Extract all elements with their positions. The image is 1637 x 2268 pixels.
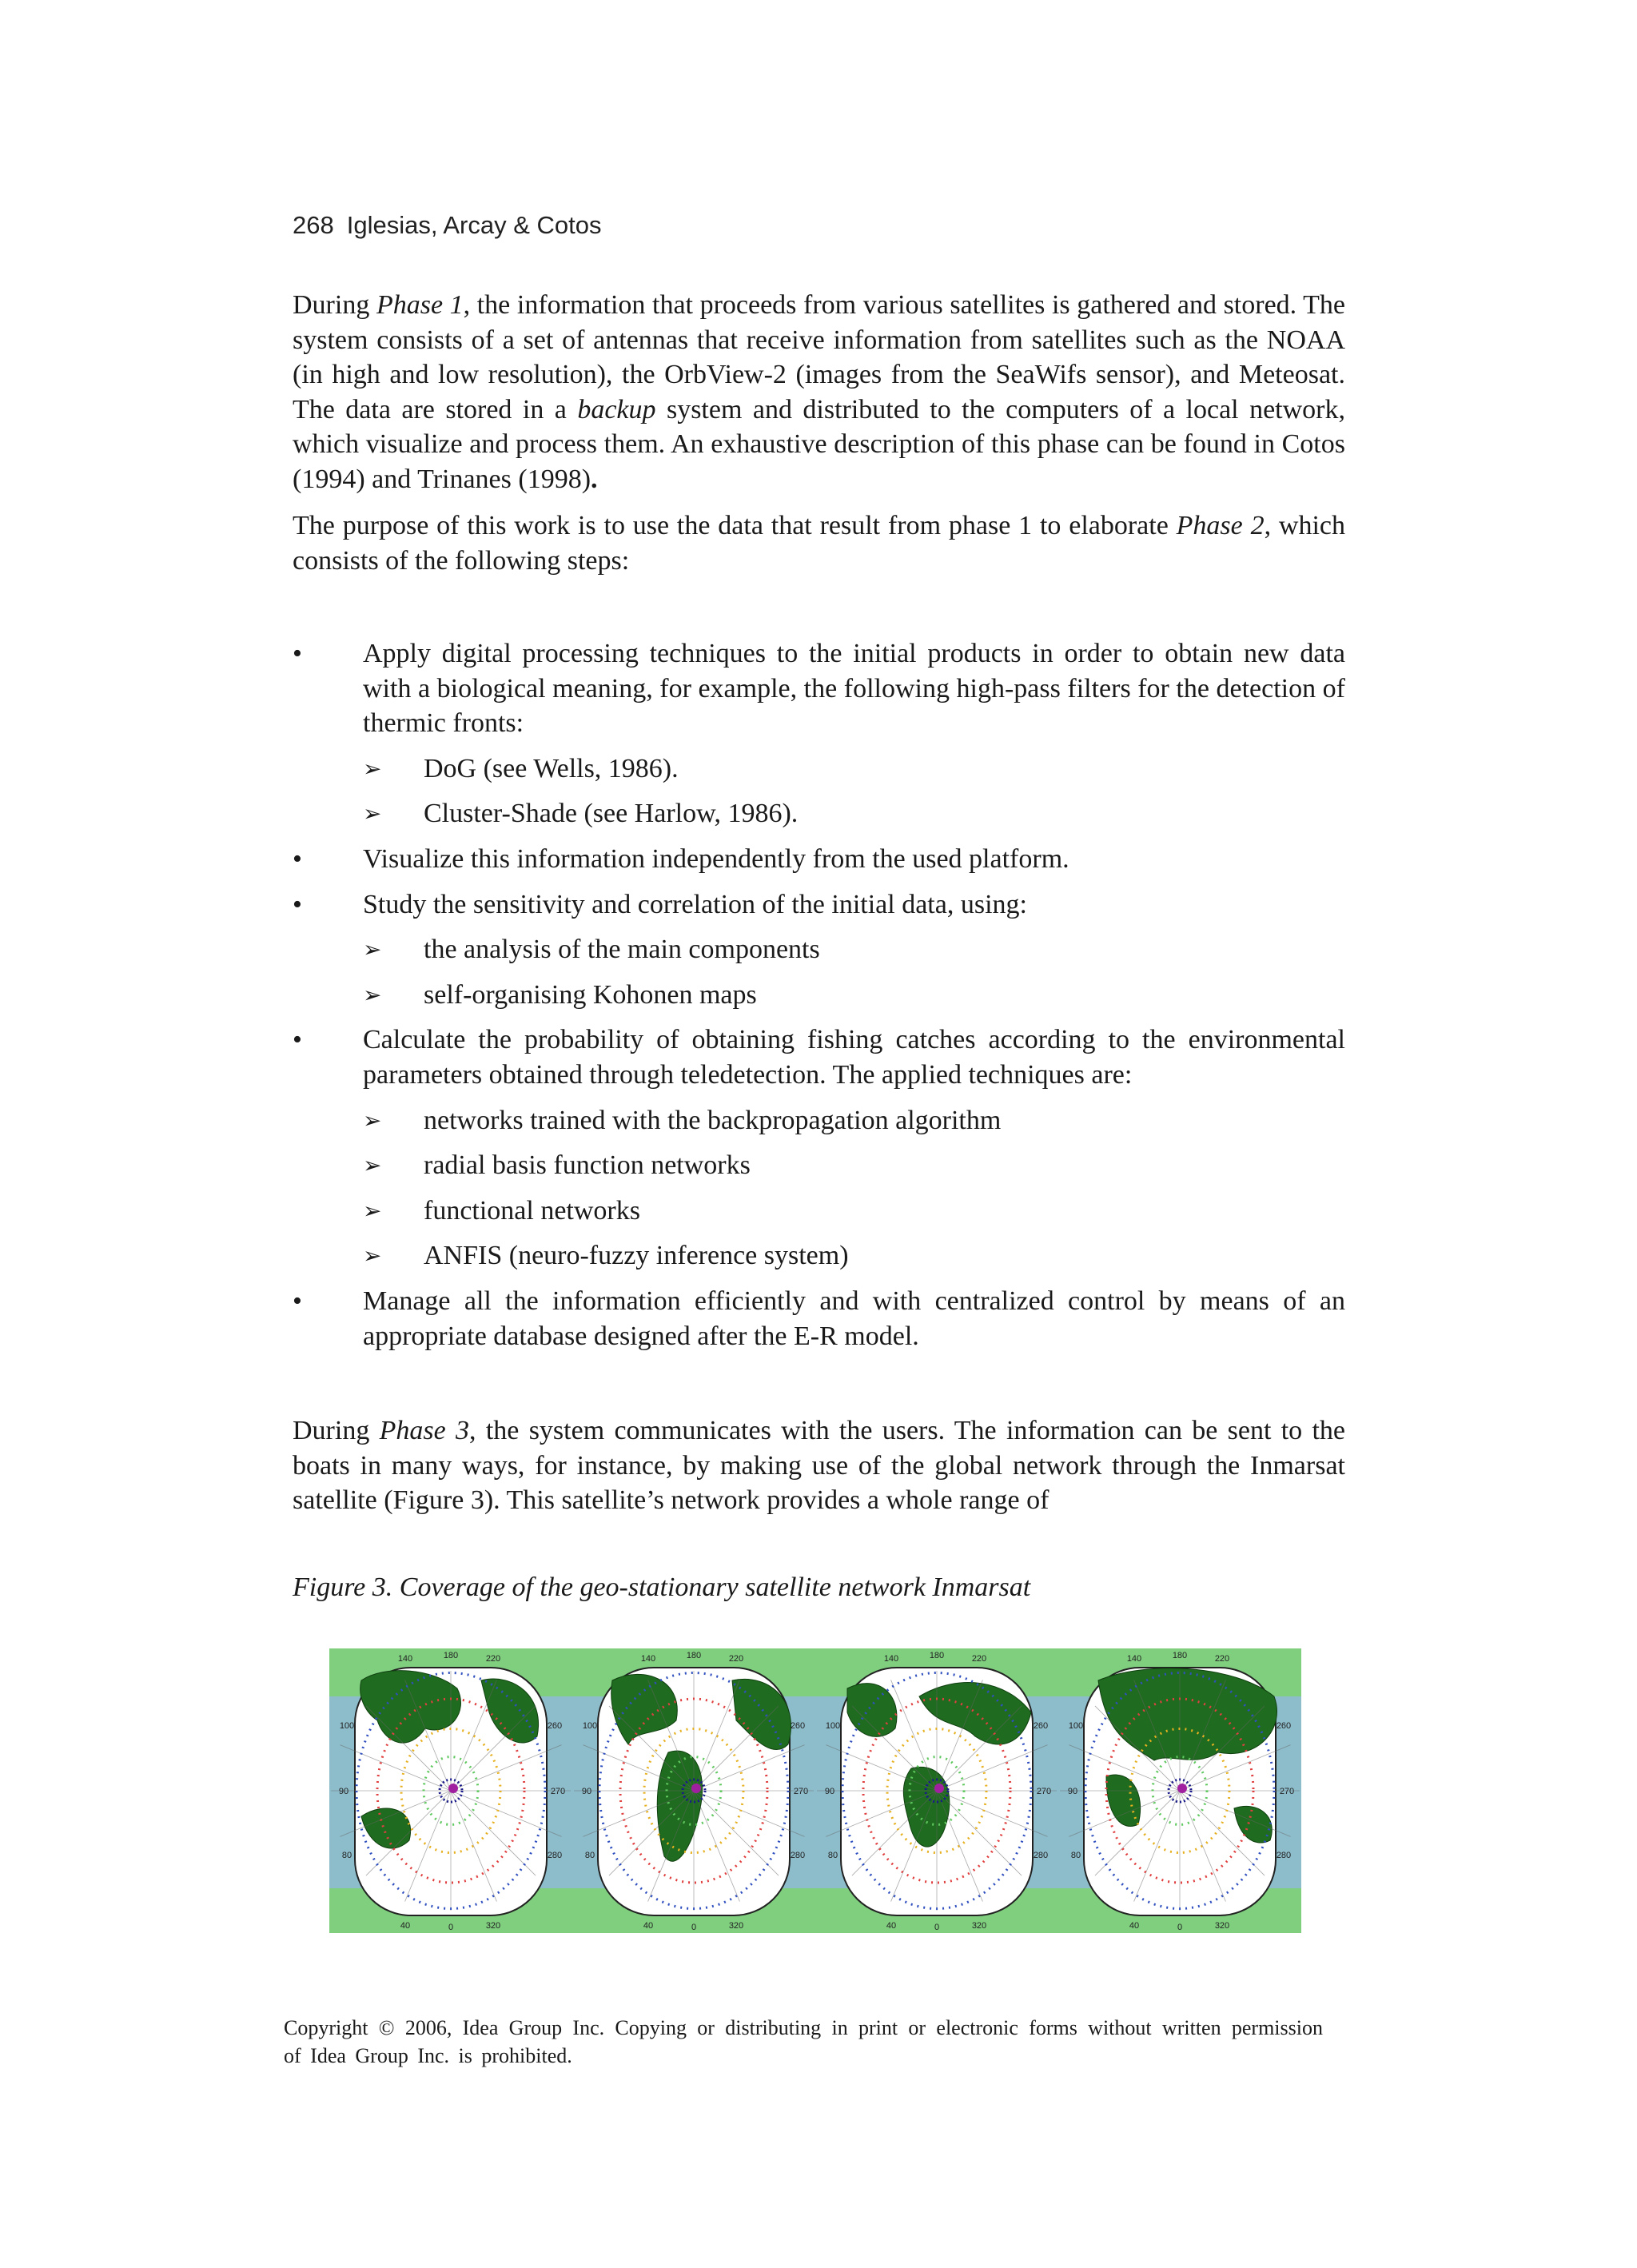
grid-label: 260 bbox=[790, 1721, 806, 1731]
sub-list bbox=[363, 751, 1345, 831]
bullet-mark: • bbox=[293, 843, 302, 874]
satellite-marker bbox=[934, 1784, 944, 1793]
sub-item-text: self-organising Kohonen maps bbox=[424, 979, 757, 1010]
arrow-bullet-icon: ➢ bbox=[363, 1152, 382, 1179]
phase-2-term: Phase 2 bbox=[1176, 511, 1265, 540]
inmarsat-coverage-figure bbox=[329, 1648, 1301, 1933]
sub-item bbox=[363, 1103, 1345, 1138]
arrow-bullet-icon: ➢ bbox=[363, 981, 382, 1008]
grid-label: 280 bbox=[1276, 1851, 1292, 1860]
coverage-panel-2 bbox=[572, 1648, 815, 1933]
paragraph-phase-2-intro bbox=[293, 508, 1345, 578]
bullet-mark: • bbox=[293, 1025, 302, 1055]
grid-label: 320 bbox=[971, 1921, 987, 1931]
para1-text-middle: , the information that proceeds from various satellites is gathered and stored. The system consists of a set of antennas that receive information from satellites such as the NOAA (in high and low resolution), the OrbView-2 (images from the SeaWifs sensor), and Meteosat. The data are stored in a bbox=[293, 290, 1346, 425]
sub-item bbox=[363, 1238, 1345, 1274]
grid-label: 220 bbox=[485, 1654, 501, 1664]
grid-label: 280 bbox=[1033, 1851, 1049, 1860]
step-text: Manage all the information efficiently and with centralized control by means of an appropriate database designed after the E-R model. bbox=[363, 1285, 1345, 1351]
satellite-marker bbox=[691, 1784, 701, 1793]
step-text: Calculate the probability of obtaining fishing catches according to the environmental parameters obtained through teledetection. The applied techniques are: bbox=[363, 1025, 1345, 1090]
figure-caption: Figure 3. Coverage of the geo-stationary satellite network Inmarsat bbox=[293, 1572, 1031, 1602]
arrow-bullet-icon: ➢ bbox=[363, 800, 382, 827]
sub-item bbox=[363, 751, 1345, 787]
sub-item-text: radial basis function networks bbox=[424, 1150, 751, 1181]
satellite-marker bbox=[448, 1784, 458, 1793]
grid-label: 90 bbox=[824, 1787, 835, 1796]
phase-3-term: Phase 3 bbox=[379, 1416, 470, 1445]
sub-item bbox=[363, 796, 1345, 831]
grid-label: 80 bbox=[341, 1851, 352, 1860]
sub-item-text: functional networks bbox=[424, 1195, 640, 1226]
grid-label: 90 bbox=[581, 1787, 592, 1796]
sub-item bbox=[363, 1194, 1345, 1229]
grid-label: 220 bbox=[971, 1654, 987, 1664]
running-head bbox=[293, 209, 601, 241]
grid-label: 40 bbox=[643, 1921, 654, 1931]
coverage-panel-3 bbox=[815, 1648, 1058, 1933]
step-text: Visualize this information independently from the used platform. bbox=[363, 843, 1069, 874]
grid-label: 100 bbox=[825, 1721, 841, 1731]
grid-label: 140 bbox=[397, 1654, 413, 1664]
bullet-mark: • bbox=[293, 1285, 302, 1316]
sub-item bbox=[363, 1148, 1345, 1183]
grid-label: 320 bbox=[485, 1921, 501, 1931]
sub-item bbox=[363, 978, 1345, 1013]
step-item bbox=[293, 1284, 1345, 1353]
step-item bbox=[293, 1022, 1345, 1274]
grid-label: 40 bbox=[400, 1921, 411, 1931]
grid-label: 0 bbox=[934, 1923, 940, 1932]
sub-item-text: the analysis of the main components bbox=[424, 935, 820, 965]
grid-label: 180 bbox=[443, 1651, 459, 1660]
grid-label: 180 bbox=[686, 1651, 702, 1660]
coverage-maps-svg bbox=[329, 1648, 1301, 1933]
grid-label: 180 bbox=[929, 1651, 945, 1660]
sub-list bbox=[363, 932, 1345, 1012]
sub-item bbox=[363, 932, 1345, 967]
bullet-mark: • bbox=[293, 889, 302, 919]
grid-label: 80 bbox=[1070, 1851, 1081, 1860]
grid-label: 140 bbox=[640, 1654, 656, 1664]
grid-label: 0 bbox=[448, 1923, 454, 1932]
sub-item-text: ANFIS (neuro-fuzzy inference system) bbox=[424, 1241, 849, 1271]
grid-label: 0 bbox=[1177, 1923, 1183, 1932]
sub-item-text: Cluster-Shade (see Harlow, 1986). bbox=[424, 799, 799, 829]
para3-text-start: During bbox=[293, 1416, 380, 1445]
para1-text-start: During bbox=[293, 290, 376, 320]
grid-label: 40 bbox=[886, 1921, 897, 1931]
paragraph-phase-3 bbox=[293, 1413, 1345, 1518]
phase-1-term: Phase 1 bbox=[376, 290, 464, 320]
grid-label: 270 bbox=[550, 1787, 566, 1796]
para1-bold-period: . bbox=[591, 464, 598, 494]
backup-term: backup bbox=[577, 394, 656, 425]
grid-label: 260 bbox=[547, 1721, 563, 1731]
para3-text-end: , the system communicates with the users. The information can be sent to the boats in many ways, for instance, by making use of the global network through the Inmarsat satellite (Figure 3). This satellite’s network provides a whole range of bbox=[293, 1416, 1346, 1516]
grid-label: 40 bbox=[1129, 1921, 1140, 1931]
coverage-panel-1 bbox=[329, 1648, 572, 1933]
grid-label: 100 bbox=[1068, 1721, 1084, 1731]
grid-label: 260 bbox=[1033, 1721, 1049, 1731]
grid-label: 220 bbox=[1214, 1654, 1230, 1664]
grid-label: 100 bbox=[582, 1721, 598, 1731]
arrow-bullet-icon: ➢ bbox=[363, 936, 382, 963]
step-text: Apply digital processing techniques to the initial products in order to obtain new data with a biological meaning, for example, the following high-pass filters for the detection of thermic fronts: bbox=[363, 639, 1345, 739]
grid-label: 140 bbox=[883, 1654, 899, 1664]
grid-label: 180 bbox=[1172, 1651, 1188, 1660]
grid-label: 90 bbox=[338, 1787, 349, 1796]
grid-label: 260 bbox=[1276, 1721, 1292, 1731]
coverage-panel-4 bbox=[1058, 1648, 1301, 1933]
grid-label: 140 bbox=[1126, 1654, 1142, 1664]
page-number: 268 bbox=[293, 211, 334, 239]
grid-label: 270 bbox=[793, 1787, 809, 1796]
step-item bbox=[293, 636, 1345, 831]
bullet-mark: • bbox=[293, 639, 302, 668]
para1-text-end: system and distributed to the computers of a local network, which visualize and process them. An exhaustive description of this phase can be found in Cotos (1994) and Trinanes (1998) bbox=[293, 394, 1345, 494]
sub-item-text: DoG (see Wells, 1986). bbox=[424, 753, 679, 783]
step-item bbox=[293, 842, 1345, 877]
running-head-authors: Iglesias, Arcay & Cotos bbox=[346, 211, 602, 239]
grid-label: 90 bbox=[1067, 1787, 1078, 1796]
grid-label: 80 bbox=[827, 1851, 838, 1860]
grid-label: 280 bbox=[790, 1851, 806, 1860]
step-text: Study the sensitivity and correlation of the initial data, using: bbox=[363, 889, 1027, 919]
sub-item-text: networks trained with the backpropagation algorithm bbox=[424, 1105, 1002, 1135]
grid-label: 320 bbox=[1214, 1921, 1230, 1931]
grid-label: 270 bbox=[1279, 1787, 1295, 1796]
arrow-bullet-icon: ➢ bbox=[363, 1106, 382, 1134]
sub-list bbox=[363, 1103, 1345, 1274]
grid-label: 220 bbox=[728, 1654, 744, 1664]
satellite-marker bbox=[1177, 1784, 1187, 1793]
steps-list bbox=[293, 636, 1345, 1364]
grid-label: 280 bbox=[547, 1851, 563, 1860]
para2-text-end: , which consists of the following steps: bbox=[293, 511, 1346, 576]
grid-label: 270 bbox=[1036, 1787, 1052, 1796]
step-item bbox=[293, 887, 1345, 1013]
grid-label: 100 bbox=[339, 1721, 355, 1731]
grid-label: 0 bbox=[691, 1923, 697, 1932]
para2-text-start: The purpose of this work is to use the data that result from phase 1 to elaborate bbox=[293, 511, 1177, 540]
copyright-notice: Copyright © 2006, Idea Group Inc. Copying or distributing in print or electronic forms without written permission of Idea Group Inc. is prohibited. bbox=[284, 2016, 1323, 2067]
grid-label: 80 bbox=[584, 1851, 595, 1860]
paragraph-phase-1 bbox=[293, 288, 1345, 497]
grid-label: 320 bbox=[728, 1921, 744, 1931]
arrow-bullet-icon: ➢ bbox=[363, 1242, 382, 1270]
arrow-bullet-icon: ➢ bbox=[363, 755, 382, 782]
arrow-bullet-icon: ➢ bbox=[363, 1197, 382, 1224]
